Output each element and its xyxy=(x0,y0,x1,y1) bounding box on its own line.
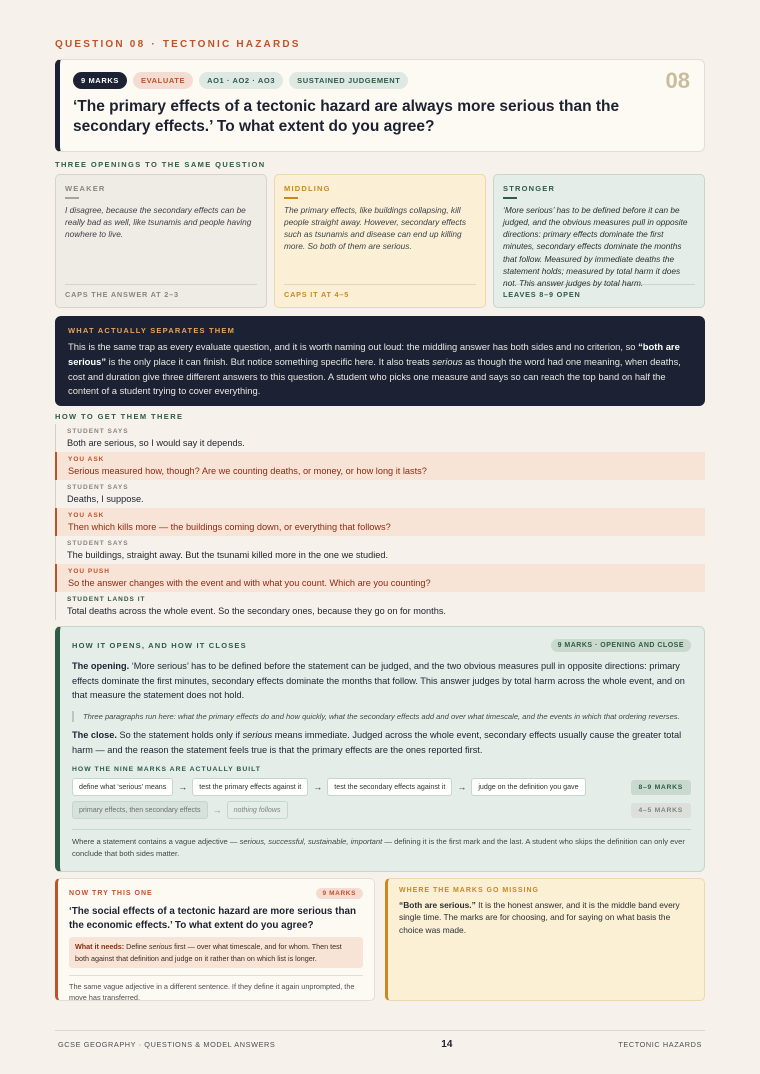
separates-body xyxy=(68,340,692,399)
page-number: 14 xyxy=(441,1039,453,1050)
opening-card-title: WEAKER xyxy=(65,184,106,193)
needs-pre: Define xyxy=(124,942,149,952)
footer-book-title: GCSE GEOGRAPHY · QUESTIONS & MODEL ANSWERS xyxy=(58,1040,276,1049)
separates-text-intro: This is the same trap as every evaluate question, and it is worth naming out loud: the middling answer has both sides and no criterion, so xyxy=(68,341,639,352)
opening-paragraph xyxy=(72,659,691,703)
marks-build-label: HOW THE NINE MARKS ARE ACTUALLY BUILT xyxy=(72,766,261,774)
marks-band-badge: 4–5 MARKS xyxy=(631,803,691,818)
separates-text-bold: “both are serious” xyxy=(68,341,680,367)
footnote-pre: Where a statement contains a vague adjective — xyxy=(72,837,240,847)
separates-title: WHAT ACTUALLY SEPARATES THEM xyxy=(68,326,236,335)
page-footer xyxy=(58,1039,702,1050)
marks-missing-bold: “Both are serious.” xyxy=(399,900,476,910)
opening-card-cap: CAPS THE ANSWER AT 2–3 xyxy=(65,284,257,299)
step-chip: test the secondary effects against it xyxy=(327,778,452,796)
try-this-question: ‘The social effects of a tectonic hazard are more serious than the economic effects.’ To what extent do you agree? xyxy=(69,906,357,931)
opens-closes-header xyxy=(72,639,691,652)
marks-missing-body xyxy=(399,899,693,936)
needs-label: What it needs: xyxy=(75,942,125,952)
try-this-footer: The same vague adjective in a different sentence. If they define it again unprompted, the move has transferred. xyxy=(69,975,363,1003)
step-chip: define what ‘serious’ means xyxy=(72,778,173,796)
separates-text-italic: serious xyxy=(432,355,463,367)
question-card xyxy=(55,59,705,152)
question-number: 08 xyxy=(665,68,690,93)
opening-card-body: ‘More serious’ has to be defined before it can be judged, and the obvious measures pull in opposite directions: primary effects dominate the first minutes, secondary effects dominate the months that follow. Measured by immediate deaths the statement holds; measured by total harm it does not. This answer judges by total harm. xyxy=(503,204,688,289)
judgement-tag: SUSTAINED JUDGEMENT xyxy=(289,72,408,89)
eyebrow-separator: · xyxy=(151,39,157,50)
speaker-label: YOU ASK xyxy=(68,456,105,463)
marks-flow-top xyxy=(72,778,691,796)
opening-text: ‘More serious’ has to be defined before the statement can be judged, and the two obvious measures pull in opposite directions: primary effects dominate the first minutes, secondary effects dominate the months that follow. This answer judges by total harm across the whole event, and on that measure the statement does not hold. xyxy=(72,661,685,701)
dialogue-turn-student xyxy=(56,424,705,452)
opening-card-rule xyxy=(503,197,517,199)
footer-rule xyxy=(55,1030,705,1031)
opening-card-rule xyxy=(284,197,298,199)
opening-card-body: The primary effects, like buildings collapsing, kill people straight away. However, secondary effects such as tsunamis and disease can end up killing more. So both of them are serious. xyxy=(284,204,467,252)
close-text-post: means immediate. Judged across the whole event, secondary effects usually cause the greater total harm — and the reason the statement feels true is that the primary effects are the ones reported first. xyxy=(72,730,682,755)
speaker-line: The buildings, straight away. But the tsunami killed more in the one we studied. xyxy=(67,550,389,560)
speaker-line: Deaths, I suppose. xyxy=(67,494,144,504)
opening-card-cap: CAPS IT AT 4–5 xyxy=(284,284,476,299)
speaker-label: STUDENT SAYS xyxy=(67,484,129,491)
opens-closes-badge: 9 MARKS · OPENING AND CLOSE xyxy=(551,639,691,652)
separates-text-outro: as though the word had one meaning, when deaths, cost and duration give three different answers to this question. A student who picks one measure and says so can reach the top band on half the content of a student trying to cover everything. xyxy=(68,355,681,397)
dialogue-turn-teacher xyxy=(55,508,705,536)
dialogue-turn-student xyxy=(56,536,705,564)
marks-tag: 9 MARKS xyxy=(73,72,127,89)
speaker-line: So the answer changes with the event and with what you count. Which are you counting? xyxy=(68,578,431,588)
dialogue-turn-student-lands xyxy=(56,592,705,620)
footnote-post: — defining it is the first mark and the last. A student who skips the definition can only ever conclude that both sides matter. xyxy=(72,837,685,859)
assessment-objectives-tag: AO1 · AO2 · AO3 xyxy=(199,72,283,89)
question-eyebrow xyxy=(55,39,301,50)
arrow-right-icon: → xyxy=(457,782,467,793)
try-this-badge: 9 MARKS xyxy=(316,888,363,899)
speaker-line: Total deaths across the whole event. So the secondary ones, because they go on for months. xyxy=(67,606,446,616)
dialogue-turn-teacher xyxy=(55,564,705,592)
dialogue-section-label: HOW TO GET THEM THERE xyxy=(55,412,184,421)
opening-label: The opening. xyxy=(72,661,130,671)
marks-missing-text: It is the honest answer, and it is the middle band every single time. The marks are for choosing, and for saying on what basis the choice was made. xyxy=(399,900,680,935)
needs-italic: serious xyxy=(148,942,173,952)
step-chip: test the primary effects against it xyxy=(192,778,308,796)
arrow-right-icon: → xyxy=(178,782,188,793)
separates-panel xyxy=(55,316,705,406)
try-this-title: NOW TRY THIS ONE xyxy=(69,890,153,897)
marks-missing-card xyxy=(385,878,705,1001)
try-this-card xyxy=(55,878,375,1001)
close-text-pre: So the statement holds only if xyxy=(116,730,243,741)
close-label: The close. xyxy=(72,730,117,741)
marks-flow-bottom xyxy=(72,801,691,819)
step-chip: primary effects, then secondary effects xyxy=(72,801,208,819)
needs-post: first — over what timescale, and for whom. Then test both against that definition and judge on it rather than on which list is longer. xyxy=(75,942,342,963)
marks-missing-title: WHERE THE MARKS GO MISSING xyxy=(399,887,539,894)
opens-closes-panel xyxy=(55,626,705,872)
speaker-label: YOU PUSH xyxy=(68,568,110,575)
speaker-label: YOU ASK xyxy=(68,512,105,519)
openings-section-label: THREE OPENINGS TO THE SAME QUESTION xyxy=(55,160,266,169)
question-label: QUESTION 08 xyxy=(55,39,146,50)
try-this-header xyxy=(69,888,363,899)
opens-closes-title: HOW IT OPENS, AND HOW IT CLOSES xyxy=(72,641,247,650)
step-chip: nothing follows xyxy=(227,801,288,819)
footer-chapter: TECTONIC HAZARDS xyxy=(618,1040,702,1049)
close-text-italic: serious xyxy=(242,730,273,741)
arrow-right-icon: → xyxy=(212,805,222,816)
close-paragraph xyxy=(72,728,691,757)
topic-label: TECTONIC HAZARDS xyxy=(162,39,301,50)
footnote-italic: serious, successful, sustainable, important xyxy=(239,837,383,847)
arrow-right-icon: → xyxy=(313,782,323,793)
opening-card-cap: LEAVES 8–9 OPEN xyxy=(503,284,695,299)
marks-band-badge: 8–9 MARKS xyxy=(631,780,691,795)
opening-card-middling xyxy=(274,174,486,308)
try-this-needs xyxy=(69,937,363,968)
opening-card-stronger xyxy=(493,174,705,308)
opening-card-title: STRONGER xyxy=(503,184,556,193)
speaker-label: STUDENT SAYS xyxy=(67,428,129,435)
step-chip: judge on the definition you gave xyxy=(471,778,585,796)
dialogue-turn-student xyxy=(56,480,705,508)
dialogue xyxy=(55,424,705,620)
command-word-tag: EVALUATE xyxy=(133,72,193,89)
opening-card-rule xyxy=(65,197,79,199)
speaker-line: Serious measured how, though? Are we counting deaths, or money, or how long it lasts? xyxy=(68,466,427,476)
opening-card-title: MIDDLING xyxy=(284,184,331,193)
separates-text-mid: is the only place it can finish. But notice something specific here. It also treats xyxy=(106,355,433,367)
opening-card-weaker xyxy=(55,174,267,308)
dialogue-turn-teacher xyxy=(55,452,705,480)
question-text: ‘The primary effects of a tectonic hazard are always more serious than the secondary effects.’ To what extent do you agree? xyxy=(73,98,620,135)
speaker-line: Both are serious, so I would say it depends. xyxy=(67,438,245,448)
opens-closes-footnote xyxy=(72,829,691,859)
opening-card-body: I disagree, because the secondary effects can be really bad as well, like tsunamis and people having nowhere to live. xyxy=(65,204,252,240)
question-tags xyxy=(73,72,688,89)
speaker-label: STUDENT LANDS IT xyxy=(67,596,146,603)
middle-paragraphs-note: Three paragraphs run here: what the primary effects do and how quickly, what the secondary effects add and over what timescale, and the events in which that ordering reverses. xyxy=(72,711,691,723)
speaker-label: STUDENT SAYS xyxy=(67,540,129,547)
speaker-line: Then which kills more — the buildings coming down, or everything that follows? xyxy=(68,522,391,532)
